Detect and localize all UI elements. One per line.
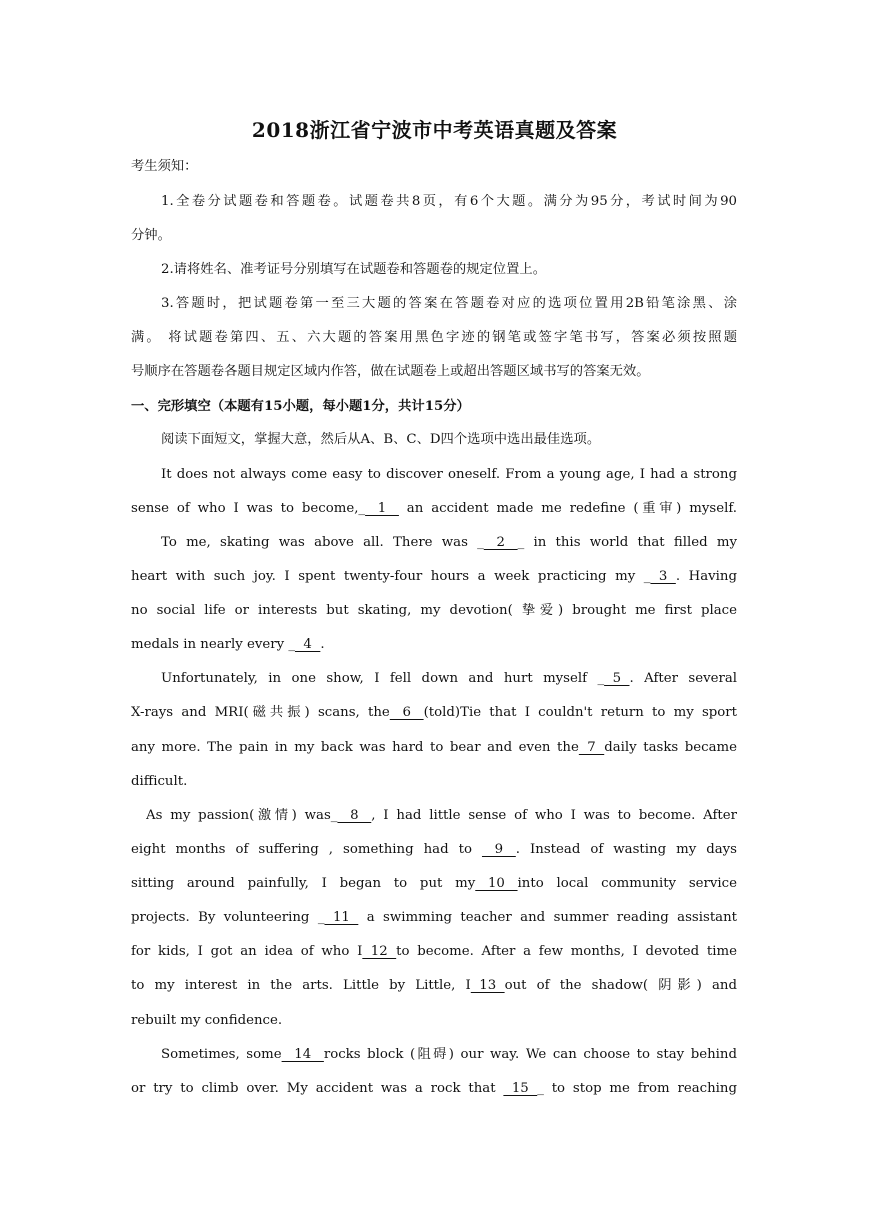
blank-7[interactable]: 7 (578, 740, 605, 755)
blank-14[interactable]: 14 (281, 1047, 324, 1062)
passage-line: As my passion(激情) was_ 8 , I had little sense of who I was to become. After (146, 808, 737, 823)
notice-3-end: 号顺序在答题卷各题目规定区域内作答，做在试题卷上或超出答题区域书写的答案无效。 (131, 364, 650, 379)
passage-line: sitting around painfully, I began to put my 10 into local community service (131, 876, 737, 891)
blank-10[interactable]: 10 (475, 876, 518, 891)
passage-line: It does not always come easy to discover oneself. From a young age, I had a strong (161, 467, 737, 482)
notice-3-cont: 满。 将试题卷第四、五、六大题的答案用黑色字迹的钢笔或签字笔书写，答案必须按照题 (131, 330, 737, 345)
passage-line: to my interest in the arts. Little by Little, I 13 out of the shadow( 阴影) and (131, 978, 737, 993)
notice-heading: 考生须知： (131, 159, 198, 174)
passage-line: Unfortunately, in one show, I fell down and hurt myself _ 5 . After several (161, 671, 737, 686)
blank-6[interactable]: 6 (389, 705, 424, 720)
passage-line: rebuilt my confidence. (131, 1013, 283, 1028)
page-title: 2018浙江省宁波市中考英语真题及答案 (251, 118, 618, 142)
blank-1[interactable]: 1 (365, 501, 399, 516)
passage-line: for kids, I got an idea of who I 12 to become. After a few months, I devoted time (131, 944, 737, 959)
blank-8[interactable]: 8 (337, 808, 372, 823)
passage-line: To me, skating was above all. There was _ 2 _ in this world that filled my (161, 535, 737, 550)
passage-line: heart with such joy. I spent twenty-four hours a week practicing my _ 3 . Having (131, 569, 737, 584)
passage-line: no social life or interests but skating, my devotion( 挚爱) brought me first place (131, 603, 737, 618)
blank-13[interactable]: 13 (470, 978, 505, 993)
passage-line: projects. By volunteering _ 11 a swimming teacher and summer reading assistant (131, 910, 737, 925)
blank-2[interactable]: 2 (483, 535, 518, 550)
blank-12[interactable]: 12 (362, 944, 397, 959)
passage-line: difficult. (131, 774, 188, 789)
passage-line: Sometimes, some 14 rocks block (阻碍) our way. We can choose to stay behind (161, 1047, 737, 1062)
blank-11[interactable]: 11 (324, 910, 359, 925)
passage-line: eight months of suffering , something had to 9 . Instead of wasting my days (131, 842, 737, 857)
passage-line: or try to climb over. My accident was a rock that 15 _ to stop me from reaching (131, 1081, 737, 1096)
notice-3: 3.答题时，把试题卷第一至三大题的答案在答题卷对应的选项位置用2B铅笔涂黑、涂 (161, 296, 737, 311)
blank-4[interactable]: 4 (294, 637, 321, 652)
blank-3[interactable]: 3 (650, 569, 676, 584)
notice-2: 2.请将姓名、准考证号分别填写在试题卷和答题卷的规定位置上。 (161, 262, 546, 277)
passage-line: any more. The pain in my back was hard to bear and even the 7 daily tasks became (131, 740, 737, 755)
notice-1: 1.全卷分试题卷和答题卷。试题卷共8页，有6个大题。满分为95分，考试时间为90 (161, 194, 737, 209)
passage-line: X-rays and MRI(磁共振) scans, the 6 (told)Tie that I couldn't return to my sport (131, 705, 737, 720)
blank-15[interactable]: 15 (503, 1081, 538, 1096)
instruction: 阅读下面短文，掌握大意，然后从A、B、C、D四个选项中选出最佳选项。 (161, 432, 601, 447)
notice-1-cont: 分钟。 (131, 228, 171, 243)
passage-line: medals in nearly every _ 4 . (131, 637, 325, 652)
blank-9[interactable]: 9 (481, 842, 516, 857)
section-heading: 一、完形填空（本题有15小题，每小题1分，共计15分） (131, 399, 470, 414)
blank-5[interactable]: 5 (604, 671, 630, 686)
passage-line: sense of who I was to become,_ 1 an accident made me redefine (重审) myself. (131, 501, 737, 516)
